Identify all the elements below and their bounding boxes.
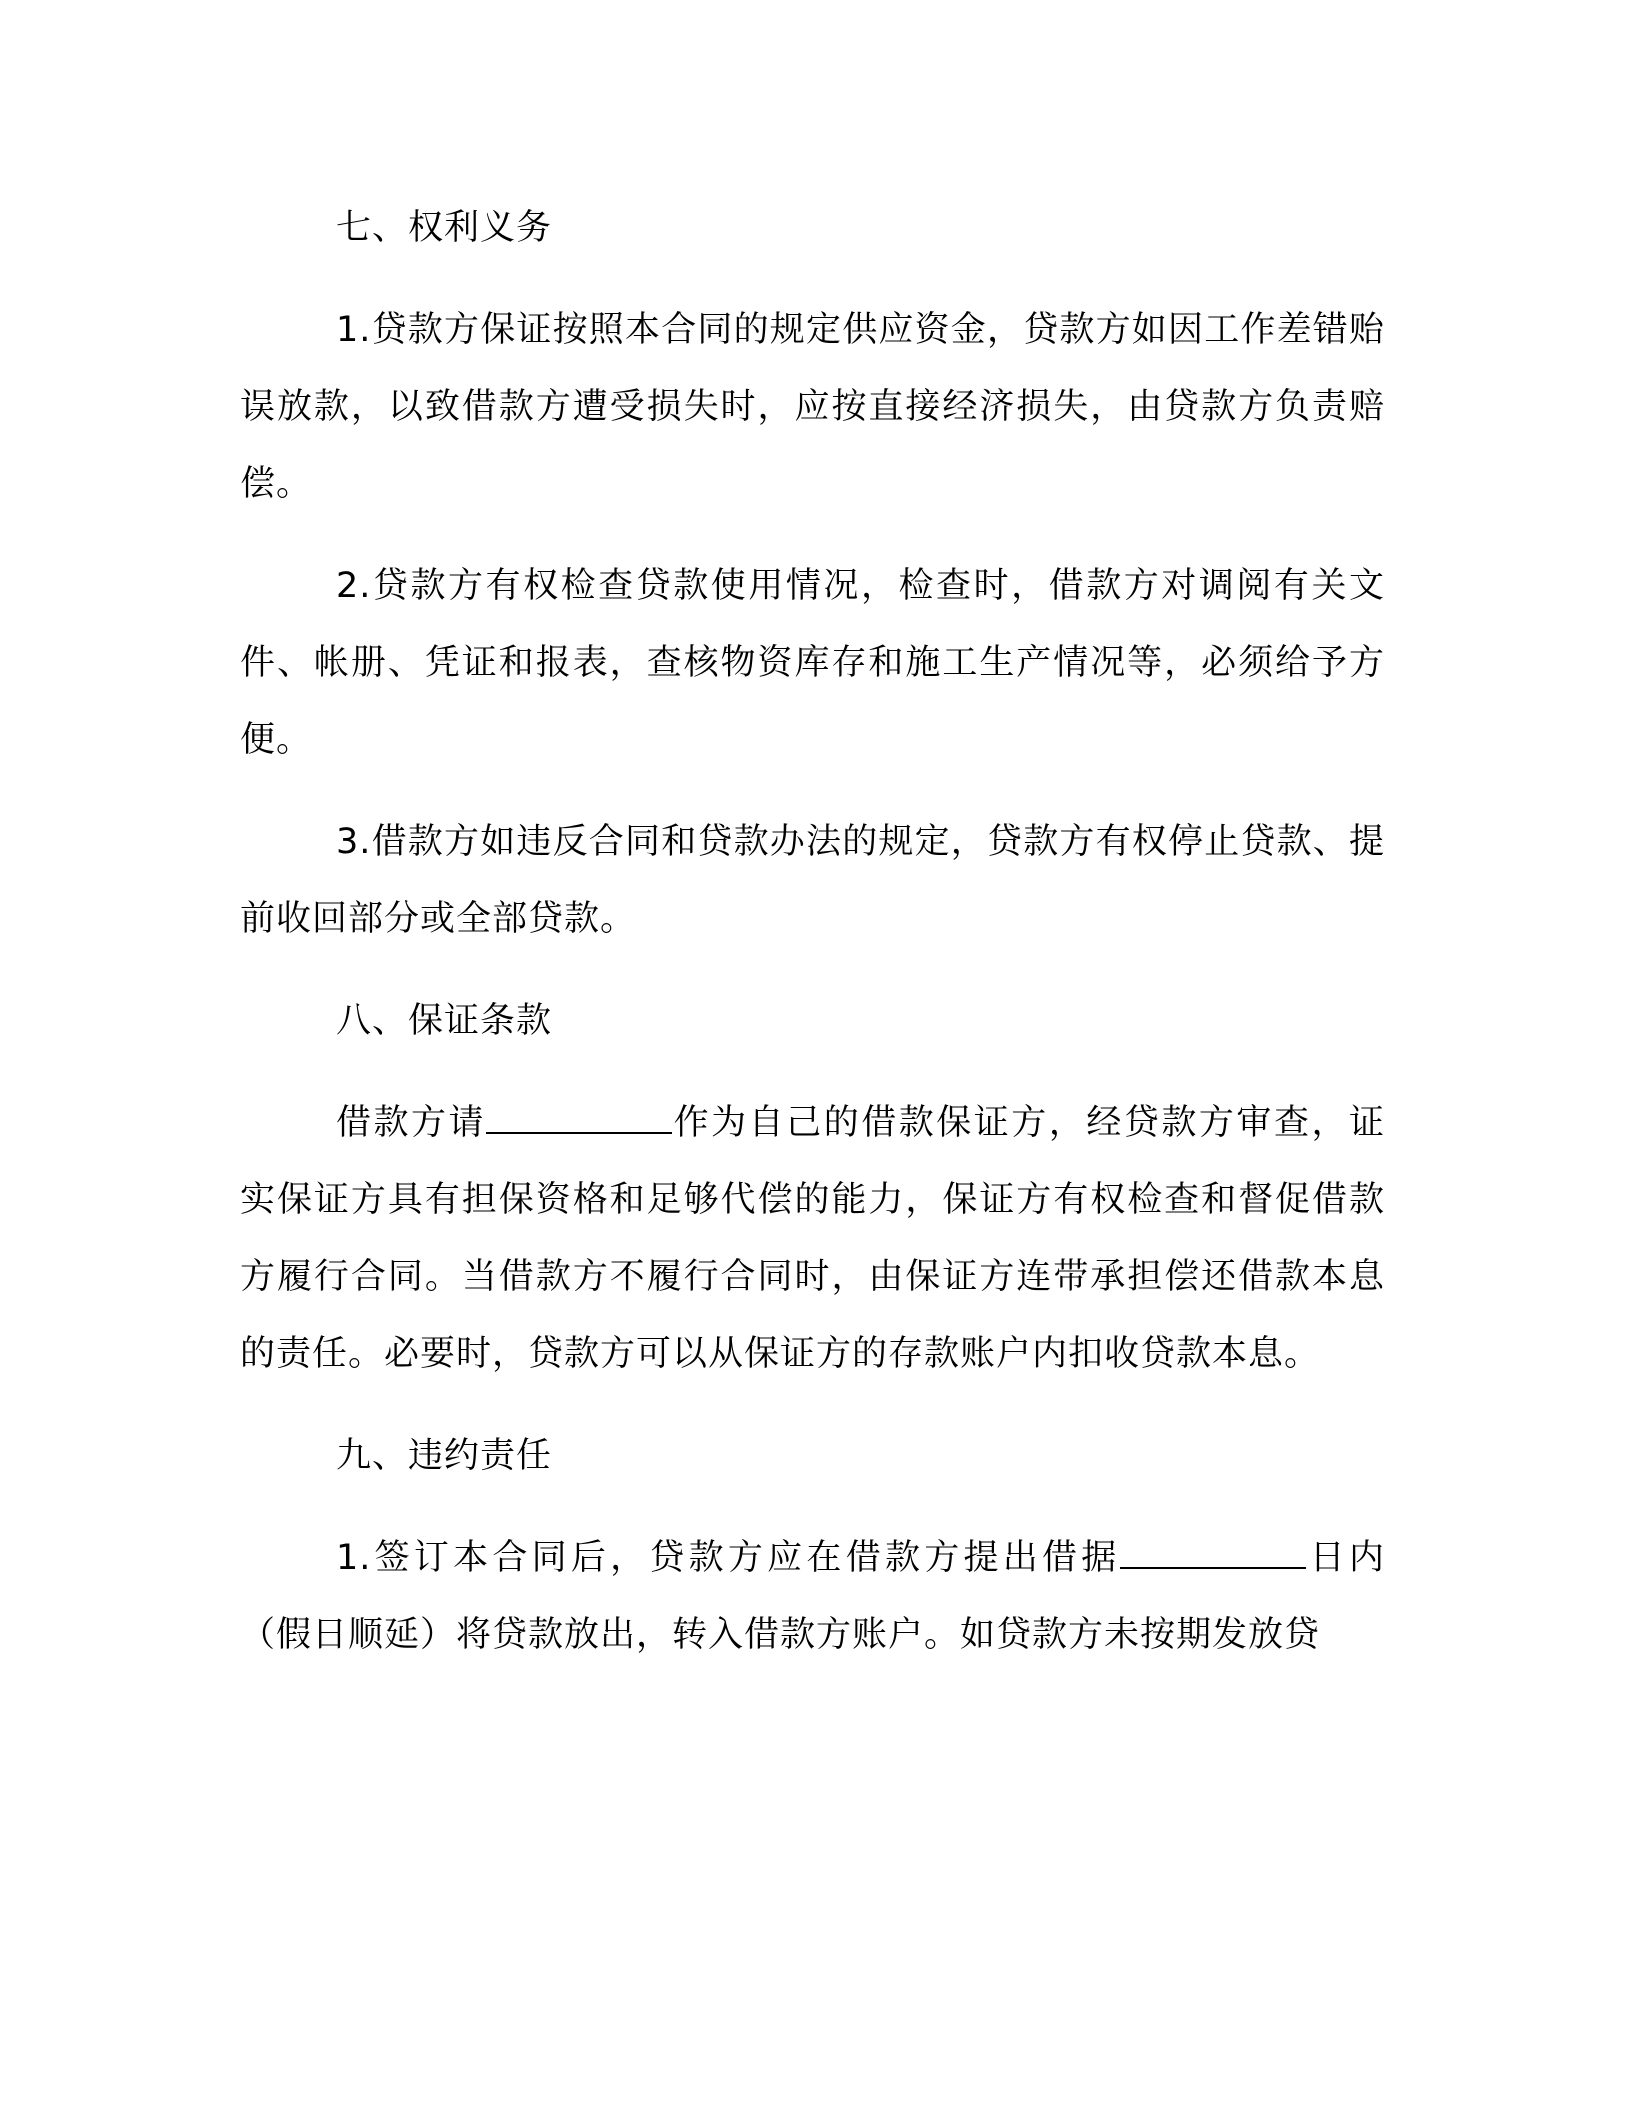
section-heading-rights-obligations: 七、权利义务: [336, 208, 553, 248]
document-page: [240, 190, 1385, 1699]
clause-7-2: 2.贷款方有权检查贷款使用情况，检查时，借款方对调阅有关文件、帐册、凭证和报表，查核物资库存和施工生产情况等，必须给予方便。: [240, 566, 1385, 760]
clause-7-3: 3.借款方如违反合同和贷款办法的规定，贷款方有权停止贷款、提前收回部分或全部贷款。: [240, 822, 1385, 939]
clause-9-1-text-after: 日内（假日顺延）将贷款放出，转入借款方账户。如贷款方未按期发放贷: [240, 1538, 1385, 1655]
section-heading-liability: 九、违约责任: [336, 1436, 553, 1476]
clause-9-1-text-before: 1.签订本合同后，贷款方应在借款方提出借据: [336, 1538, 1121, 1578]
days-blank-line: [1120, 1566, 1306, 1569]
clause-7-1: 1.贷款方保证按照本合同的规定供应资金，贷款方如因工作差错贻误放款，以致借款方遭受损失时，应按直接经济损失，由贷款方负责赔偿。: [240, 310, 1385, 504]
guarantor-blank-line: [486, 1131, 672, 1134]
clause-8-1-text-after: 作为自己的借款保证方，经贷款方审查，证实保证方具有担保资格和足够代偿的能力，保证方有权检查和督促借款方履行合同。当借款方不履行合同时，由保证方连带承担偿还借款本息的责任。必要时，贷款方可以从保证方的存款账户内扣收贷款本息。: [240, 1103, 1385, 1374]
clause-8-1: [240, 1085, 1385, 1393]
section-heading-guarantee: 八、保证条款: [336, 1001, 553, 1041]
clause-9-1: [240, 1520, 1385, 1674]
clause-8-1-text-before: 借款方请: [336, 1103, 487, 1143]
